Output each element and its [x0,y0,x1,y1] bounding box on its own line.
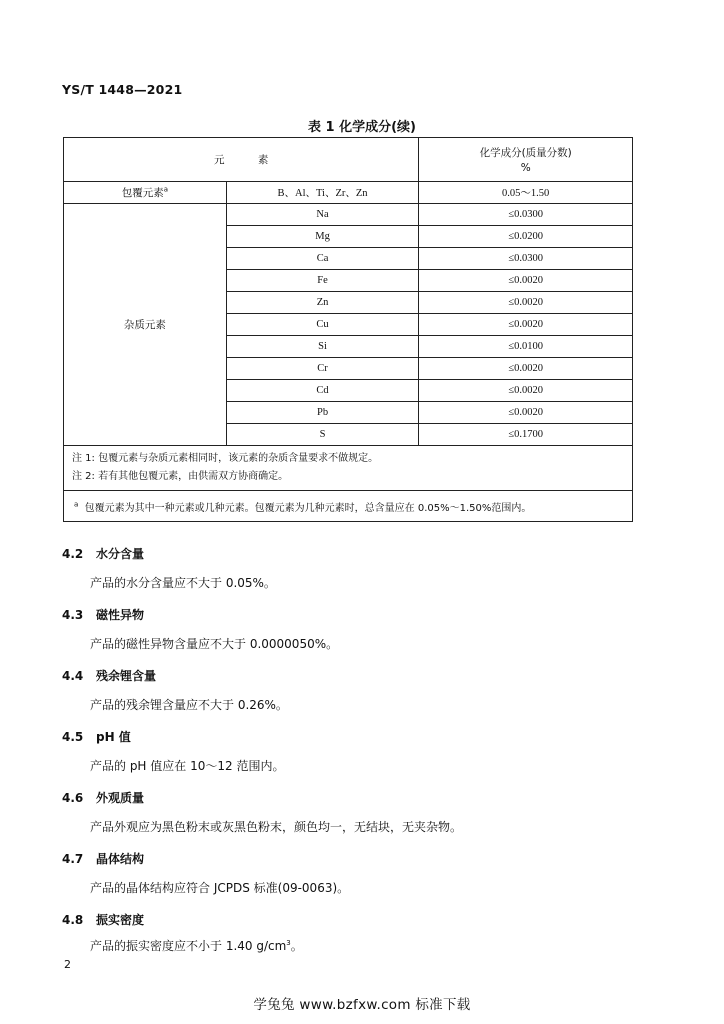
section-text: 产品外观应为黑色粉末或灰黑色粉末，颜色均一，无结块，无夹杂物。 [90,820,463,834]
header-composition-unit: % [520,162,531,174]
impurity-label: 杂质元素 [64,204,227,446]
table-footnote: 包覆元素为其中一种元素或几种元素。包覆元素为几种元素时，总含量应在 0.05%～1.50%范围内。 [84,502,532,514]
impurity-value: ≤0.0300 [419,204,633,226]
coating-label-cell [64,182,227,204]
section-title: 外观质量 [96,791,145,805]
notes-row [64,446,633,491]
section-number: 4.4 [62,669,84,683]
section-number: 4.6 [62,791,84,805]
section-heading [62,545,144,562]
section-number: 4.3 [62,608,84,622]
chemical-composition-table [63,137,633,522]
section-heading [62,667,156,684]
coating-label-mark: a [163,185,168,194]
section-text: 产品的残余锂含量应不大于 0.26%。 [90,698,288,712]
coating-label: 包覆元素 [121,187,164,199]
impurity-element: Ca [226,248,419,270]
impurity-element: Cr [226,358,419,380]
section-text: 产品的磁性异物含量应不大于 0.0000050%。 [90,637,339,651]
impurity-value: ≤0.0020 [419,270,633,292]
section-heading [62,728,131,745]
section-title: 晶体结构 [96,852,145,866]
note-1: 注 1: 包覆元素与杂质元素相同时，该元素的杂质含量要求不做规定。 [72,453,379,464]
section-heading [62,911,144,928]
footnote-mark: a [74,500,79,509]
table-row [64,204,633,226]
impurity-element: S [226,424,419,446]
impurity-element: Na [226,204,419,226]
section-number: 4.2 [62,547,84,561]
impurity-value: ≤0.0020 [419,402,633,424]
impurity-value: ≤0.0020 [419,358,633,380]
section-text-end: 。 [290,939,303,953]
standard-code: YS/T 1448—2021 [62,82,183,97]
section-number: 4.5 [62,730,84,744]
section-heading [62,606,144,623]
section-text-container [90,937,303,954]
coating-value: 0.05～1.50 [419,182,633,204]
impurity-element: Zn [226,292,419,314]
impurity-element: Mg [226,226,419,248]
impurity-element: Si [226,336,419,358]
impurity-value: ≤0.0020 [419,292,633,314]
header-composition-line1: 化学成分(质量分数) [479,147,572,159]
impurity-element: Fe [226,270,419,292]
section-text: 产品的水分含量应不大于 0.05%。 [90,576,276,590]
section-number: 4.7 [62,852,84,866]
impurity-value: ≤0.0200 [419,226,633,248]
table-footnote-cell [64,491,633,522]
coating-row [64,182,633,204]
table-notes [64,446,633,491]
section-title: 水分含量 [96,547,145,561]
impurity-element: Cd [226,380,419,402]
section-text: 产品的晶体结构应符合 JCPDS 标准(09-0063)。 [90,881,350,895]
impurity-value: ≤0.1700 [419,424,633,446]
impurity-value: ≤0.0020 [419,380,633,402]
impurity-element: Pb [226,402,419,424]
section-title: 振实密度 [96,913,145,927]
table-header-row [64,138,633,182]
header-element: 元 素 [64,138,419,182]
impurity-value: ≤0.0100 [419,336,633,358]
footnote-row [64,491,633,522]
section-number: 4.8 [62,913,84,927]
section-heading [62,850,144,867]
section-title: 残余锂含量 [96,669,157,683]
header-composition [419,138,633,182]
impurity-value: ≤0.0020 [419,314,633,336]
section-title: 磁性异物 [96,608,145,622]
section-title: pH 值 [96,730,131,744]
superscript: 3 [286,939,291,947]
section-heading [62,789,144,806]
section-text: 产品的 pH 值应在 10～12 范围内。 [90,759,285,773]
section-text: 产品的振实密度应不小于 1.40 g/cm [90,939,287,953]
note-2: 注 2: 若有其他包覆元素，由供需双方协商确定。 [72,471,289,482]
impurity-value: ≤0.0300 [419,248,633,270]
footer-watermark: 学兔兔 www.bzfxw.com 标准下载 [253,997,471,1013]
impurity-element: Cu [226,314,419,336]
coating-elements: B、Al、Ti、Zr、Zn [226,182,419,204]
page-number: 2 [64,958,71,971]
table-title: 表 1 化学成分(续) [308,120,416,135]
